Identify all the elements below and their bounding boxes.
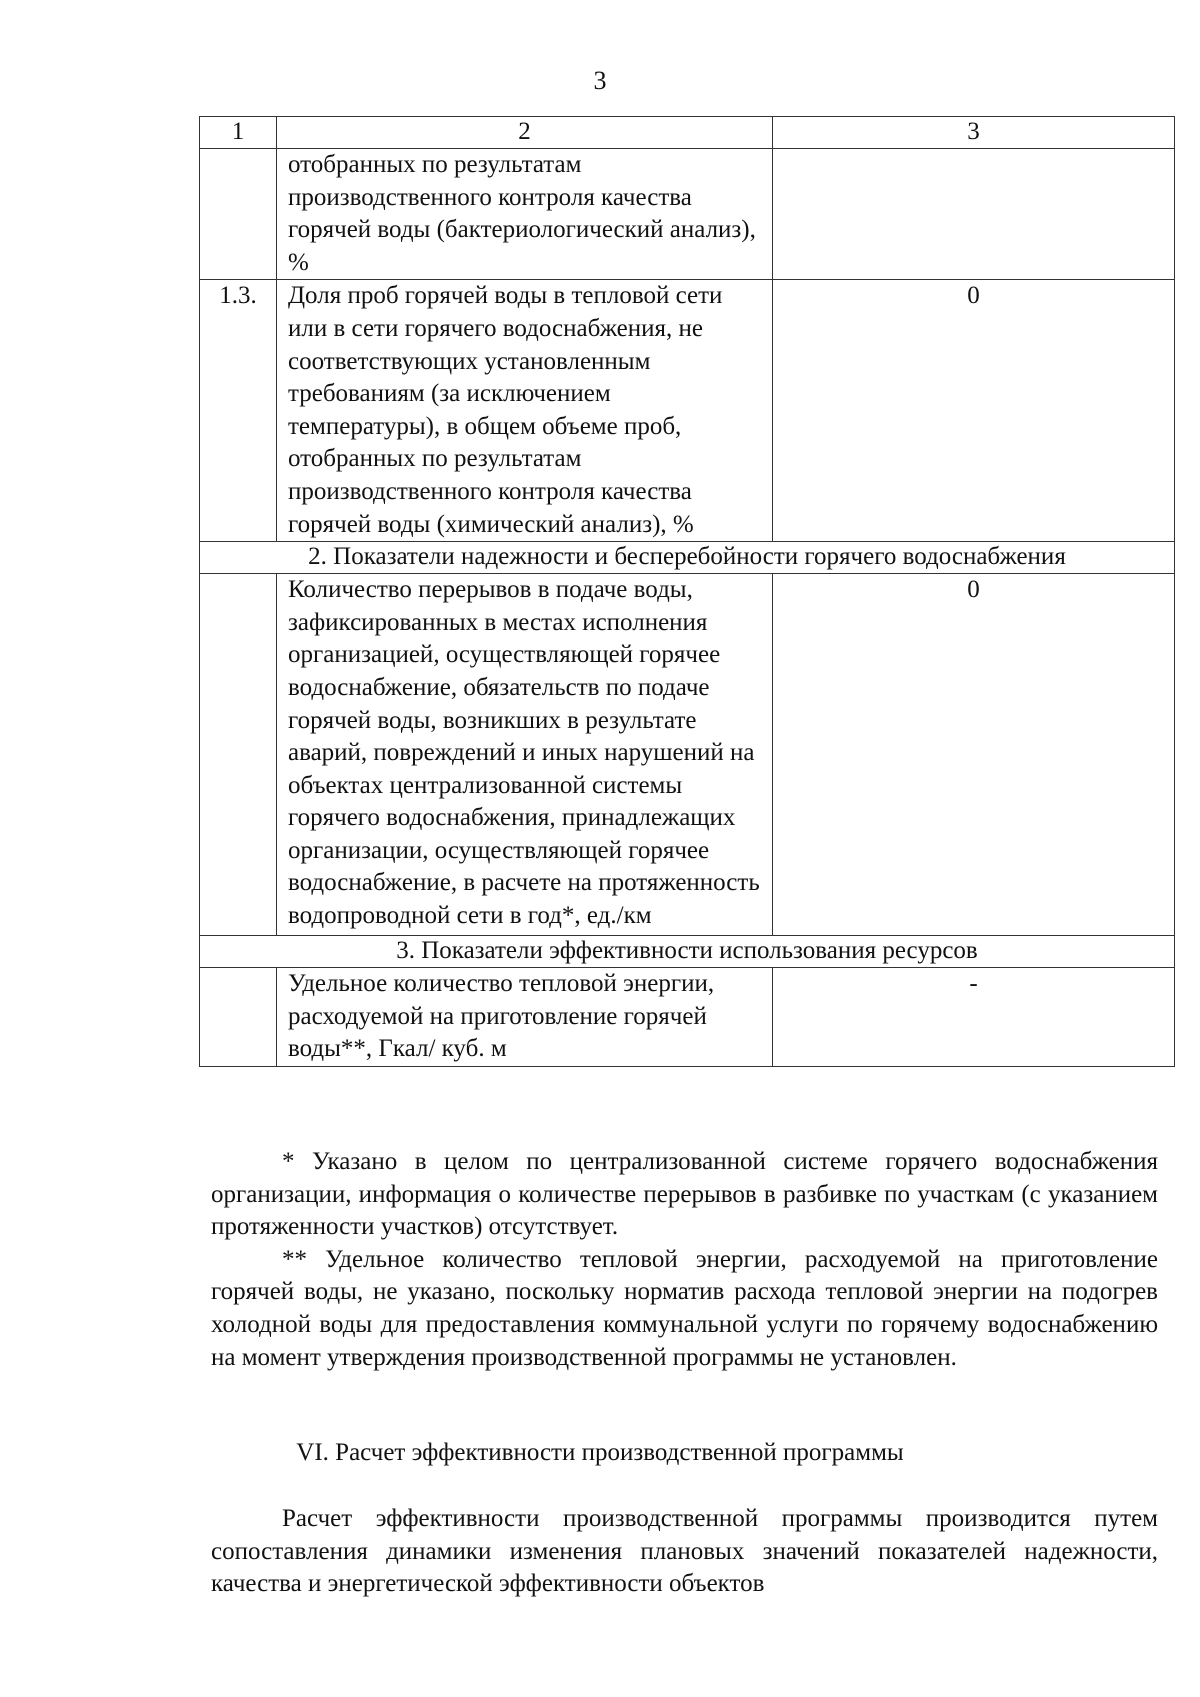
row-value — [773, 149, 1175, 280]
row-description: отобранных по результатам производственного контроля качества горячей воды (бактериологический анализ), % — [277, 149, 773, 280]
row-description: Удельное количество тепловой энергии, расходуемой на приготовление горячей воды**, Гкал/ куб. м — [277, 968, 773, 1067]
row-description: Доля проб горячей воды в тепловой сети или в сети горячего водоснабжения, не соответствующих установленным требованиям (за исключением температуры), в общем объеме проб, отобранных по результатам производственного контроля качества горячей воды (химический анализ), % — [277, 280, 773, 542]
row-value: - — [773, 968, 1175, 1067]
section-3-title: 3. Показатели эффективности использования ресурсов — [200, 936, 1175, 968]
table-row — [200, 968, 1175, 1067]
table-header-row — [200, 117, 1175, 149]
row-value: 0 — [773, 280, 1175, 542]
footnote-2: ** Удельное количество тепловой энергии, расходуемой на приготовление горячей воды, не указано, поскольку норматив расхода тепловой энергии на подогрев холодной воды для предоставления коммунальной услуги по горячему водоснабжению на момент утверждения производственной программы не установлен. — [211, 1245, 1158, 1371]
row-number — [200, 149, 277, 280]
row-number: 1.3. — [200, 280, 277, 542]
row-value: 0 — [773, 574, 1175, 936]
table-row — [200, 574, 1175, 936]
row-number — [200, 574, 277, 936]
table-row — [200, 280, 1175, 542]
body-text — [211, 1503, 1158, 1601]
footnote-1: * Указано в целом по централизованной системе горячего водоснабжения организации, информация о количестве перерывов в разбивке по участкам (с указанием протяженности участков) отсутствует. — [211, 1148, 1158, 1241]
section-2-row — [200, 542, 1175, 574]
section-2-title: 2. Показатели надежности и бесперебойности горячего водоснабжения — [200, 542, 1175, 574]
section-3-row — [200, 936, 1175, 968]
section-heading: VI. Расчет эффективности производственной программы — [296, 1439, 904, 1466]
body-paragraph: Расчет эффективности производственной программы производится путем сопоставления динамики изменения плановых значений показателей надежности, качества и энергетической эффективности объектов — [211, 1505, 1158, 1598]
footnotes — [211, 1146, 1158, 1374]
header-col-3: 3 — [773, 117, 1175, 149]
header-col-1: 1 — [200, 117, 277, 149]
row-description: Количество перерывов в подаче воды, зафиксированных в местах исполнения организацией, осуществляющей горячее водоснабжение, обязательств по подаче горячей воды, возникших в результате аварий, повреждений и иных нарушений на объектах централизованной системы горячего водоснабжения, принадлежащих организации, осуществляющей горячее водоснабжение, в расчете на протяженность водопроводной сети в год*, ед./км — [277, 574, 773, 936]
page-number: 3 — [593, 66, 607, 95]
header-col-2: 2 — [277, 117, 773, 149]
row-number — [200, 968, 277, 1067]
table-row — [200, 149, 1175, 280]
indicators-table — [199, 116, 1175, 1067]
